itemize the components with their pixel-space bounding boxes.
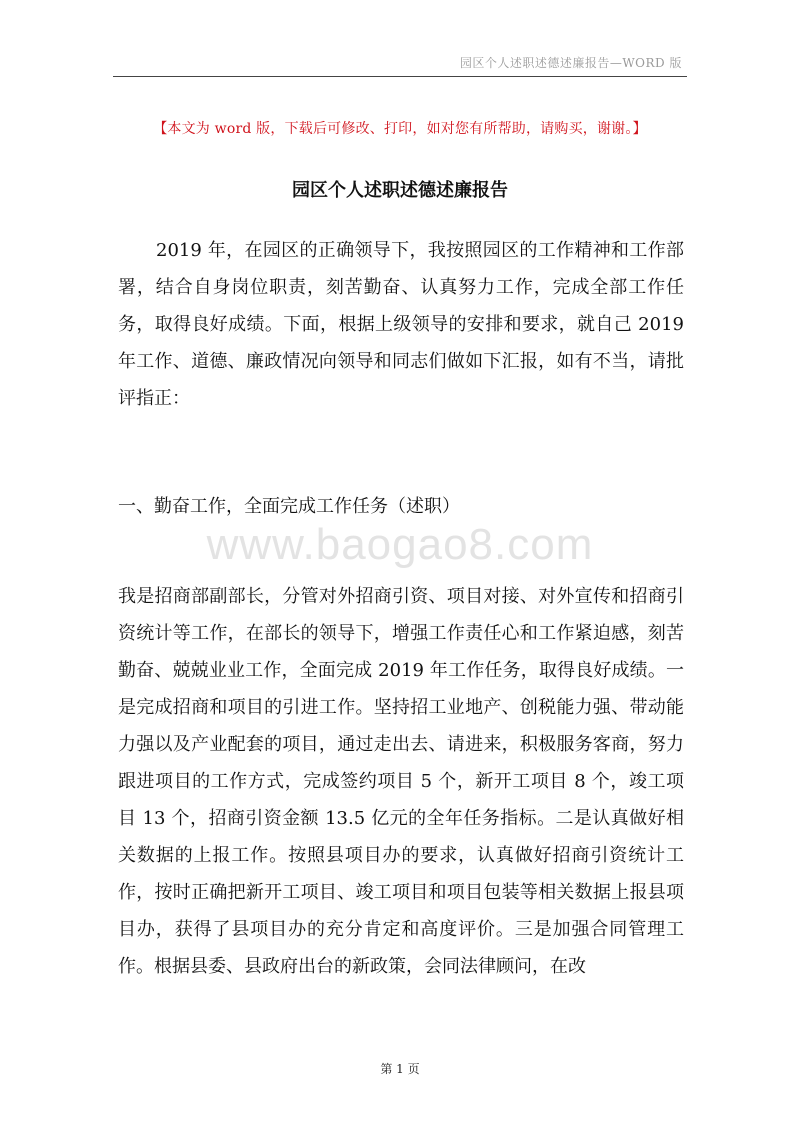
watermark: www.baogao8.com [206,520,594,569]
header-divider [113,76,687,77]
section-heading: 一、勤奋工作，全面完成工作任务（述职） [118,496,460,517]
document-title: 园区个人述职述德述廉报告 [292,180,508,201]
download-notice: 【本文为 word 版，下载后可修改、打印，如对您有所帮助，请购买，谢谢。】 [153,121,647,137]
running-header: 园区个人述职述德述廉报告—WORD 版 [459,56,682,70]
body-paragraph: 我是招商部副部长，分管对外招商引资、项目对接、对外宣传和招商引资统计等工作，在部长的领导下，增强工作责任心和工作紧迫感，刻苦勤奋、兢兢业业工作，全面完成 2019 年工作任务，取得良好成绩。一是完成招商和项目的引进工作。坚持招工业地产、创税能力强、带动能力强以及产业配套的项目，通过走出去、请进来，积极服务客商，努力跟进项目的工作方式，完成签约项目 5 个，新开工项目 8 个，竣工项目 13 个，招商引资金额 13.5 亿元的全年任务指标。二是认真做好相关数据的上报工作。按照县项目办的要求，认真做好招商引资统计工作，按时正确把新开工项目、竣工项目和项目包装等相关数据上报县项目办，获得了县项目办的充分肯定和高度评价。三是加强合同管理工作。根据县委、县政府出台的新政策，会同法律顾问，在改 [118,586,684,977]
page-number: 第 1 页 [380,1062,420,1076]
intro-paragraph: 2019 年，在园区的正确领导下，我按照园区的工作精神和工作部署，结合自身岗位职责，刻苦勤奋、认真努力工作，完成全部工作任务，取得良好成绩。下面，根据上级领导的安排和要求，就自己 2019 年工作、道德、廉政情况向领导和同志们做如下汇报，如有不当，请批评指正： [118,240,684,409]
